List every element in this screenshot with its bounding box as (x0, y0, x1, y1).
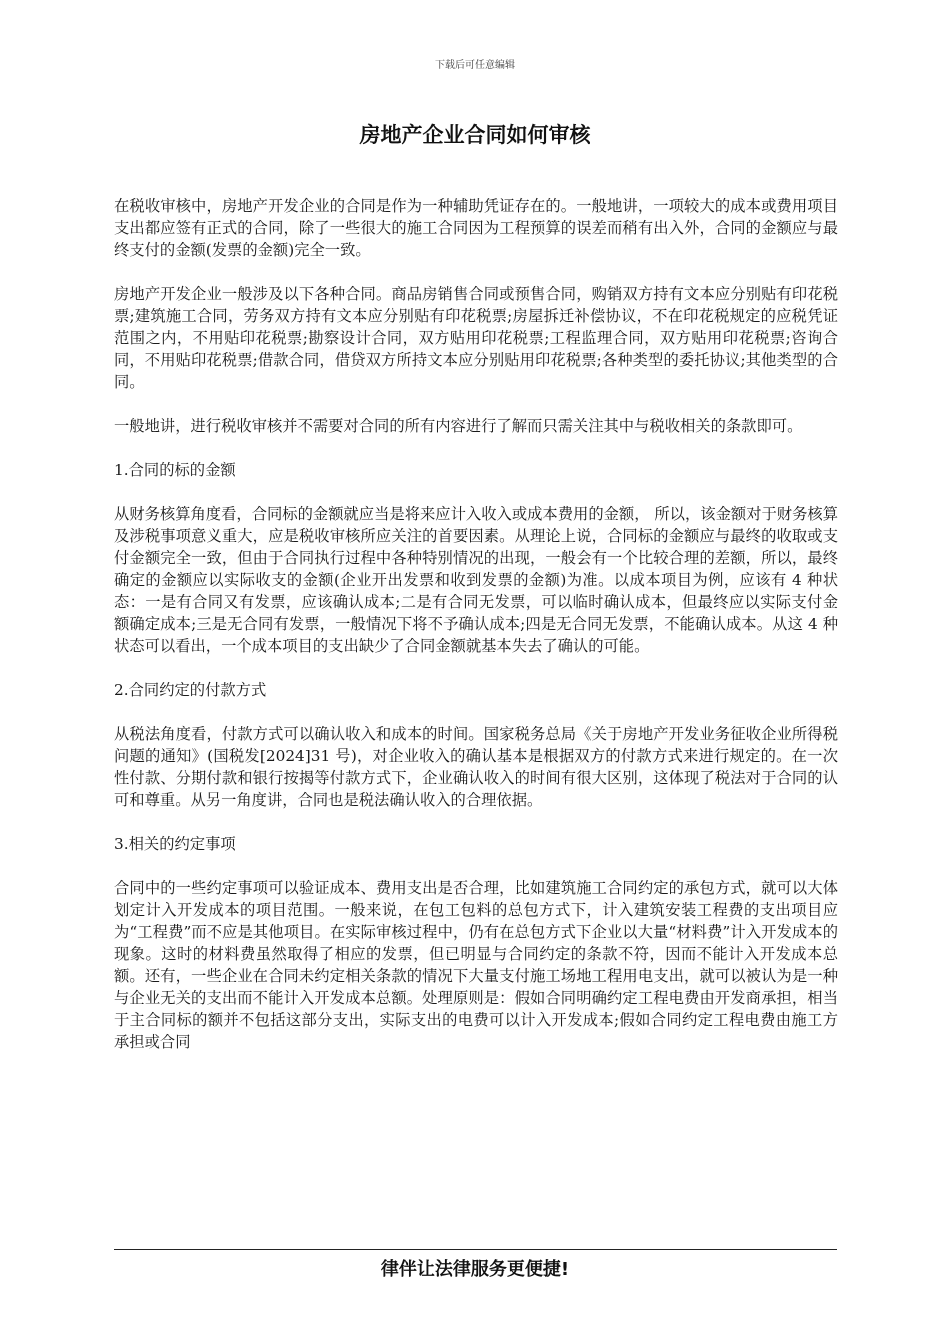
section-heading-3: 3.相关的约定事项 (114, 835, 236, 853)
footer-slogan: 律伴让法律服务更便捷! (380, 1259, 570, 1280)
paragraph-intro: 在税收审核中，房地产开发企业的合同是作为一种辅助凭证存在的。一般地讲，一项较大的成本或费用项目支出都应签有正式的合同，除了一些很大的施工合同因为工程预算的误差而稍有出入外，合同的金额应与最终支付的金额(发票的金额)完全一致。 (114, 197, 838, 259)
paragraph-section-1: 从财务核算角度看，合同标的金额就应当是将来应计入收入或成本费用的金额， 所以，该金额对于财务核算及涉税事项意义重大，应是税收审核所应关注的首要因素。从理论上说，合同标的金额应与最终的收取或支付金额完全一致，但由于合同执行过程中各种特别情况的出现，一般会有一个比较合理的差额，所以，最终确定的金额应以实际收支的金额(企业开出发票和收到发票的金额)为准。以成本项目为例，应该有 4 种状态：一是有合同又有发票，应该确认成本;二是有合同无发票，可以临时确认成本，但最终应以实际支付金额确定成本;三是无合同有发票，一般情况下将不予确认成本;四是无合同无发票，不能确认成本。从这 4 种状态可以看出，一个成本项目的支出缺少了合同金额就基本失去了确认的可能。 (114, 505, 838, 655)
document-title: 房地产企业合同如何审核 (359, 123, 591, 147)
paragraph-section-3: 合同中的一些约定事项可以验证成本、费用支出是否合理，比如建筑施工合同约定的承包方式，就可以大体划定计入开发成本的项目范围。一般来说，在包工包料的总包方式下，计入建筑安装工程费的支出项目应为“工程费”而不应是其他项目。在实际审核过程中，仍有在总包方式下企业以大量“材料费”计入开发成本的现象。这时的材料费虽然取得了相应的发票，但已明显与合同约定的条款不符，因而不能计入开发成本总额。还有，一些企业在合同未约定相关条款的情况下大量支付施工场地工程用电支出，就可以被认为是一种与企业无关的支出而不能计入开发成本总额。处理原则是：假如合同明确约定工程电费由开发商承担，相当于主合同标的额并不包括这部分支出，实际支出的电费可以计入开发成本;假如合同约定工程电费由施工方承担或合同 (114, 879, 838, 1051)
section-heading-2: 2.合同约定的付款方式 (114, 681, 267, 699)
paragraph-contract-types: 房地产开发企业一般涉及以下各种合同。商品房销售合同或预售合同，购销双方持有文本应分别贴有印花税票;建筑施工合同，劳务双方持有文本应分别贴有印花税票;房屋拆迁补偿协议，不在印花税规定的应税凭证范围之内，不用贴印花税票;勘察设计合同，双方贴用印花税票;工程监理合同，双方贴用印花税票;咨询合同，不用贴印花税票;借款合同，借贷双方所持文本应分别贴用印花税票;各种类型的委托协议;其他类型的合同。 (114, 285, 838, 391)
footer-divider (114, 1249, 837, 1250)
section-heading-1: 1.合同的标的金额 (114, 461, 236, 479)
paragraph-review-focus: 一般地讲，进行税收审核并不需要对合同的所有内容进行了解而只需关注其中与税收相关的条款即可。 (114, 417, 803, 435)
page-header: 下载后可任意编辑 (435, 60, 515, 71)
paragraph-section-2: 从税法角度看，付款方式可以确认收入和成本的时间。国家税务总局《关于房地产开发业务征收企业所得税问题的通知》(国税发[2024]31 号)，对企业收入的确认基本是根据双方的付款方式来进行规定的。在一次性付款、分期付款和银行按揭等付款方式下，企业确认收入的时间有很大区别，这体现了税法对于合同的认可和尊重。从另一角度讲，合同也是税法确认收入的合理依据。 (114, 725, 838, 809)
document-body (114, 195, 838, 1075)
